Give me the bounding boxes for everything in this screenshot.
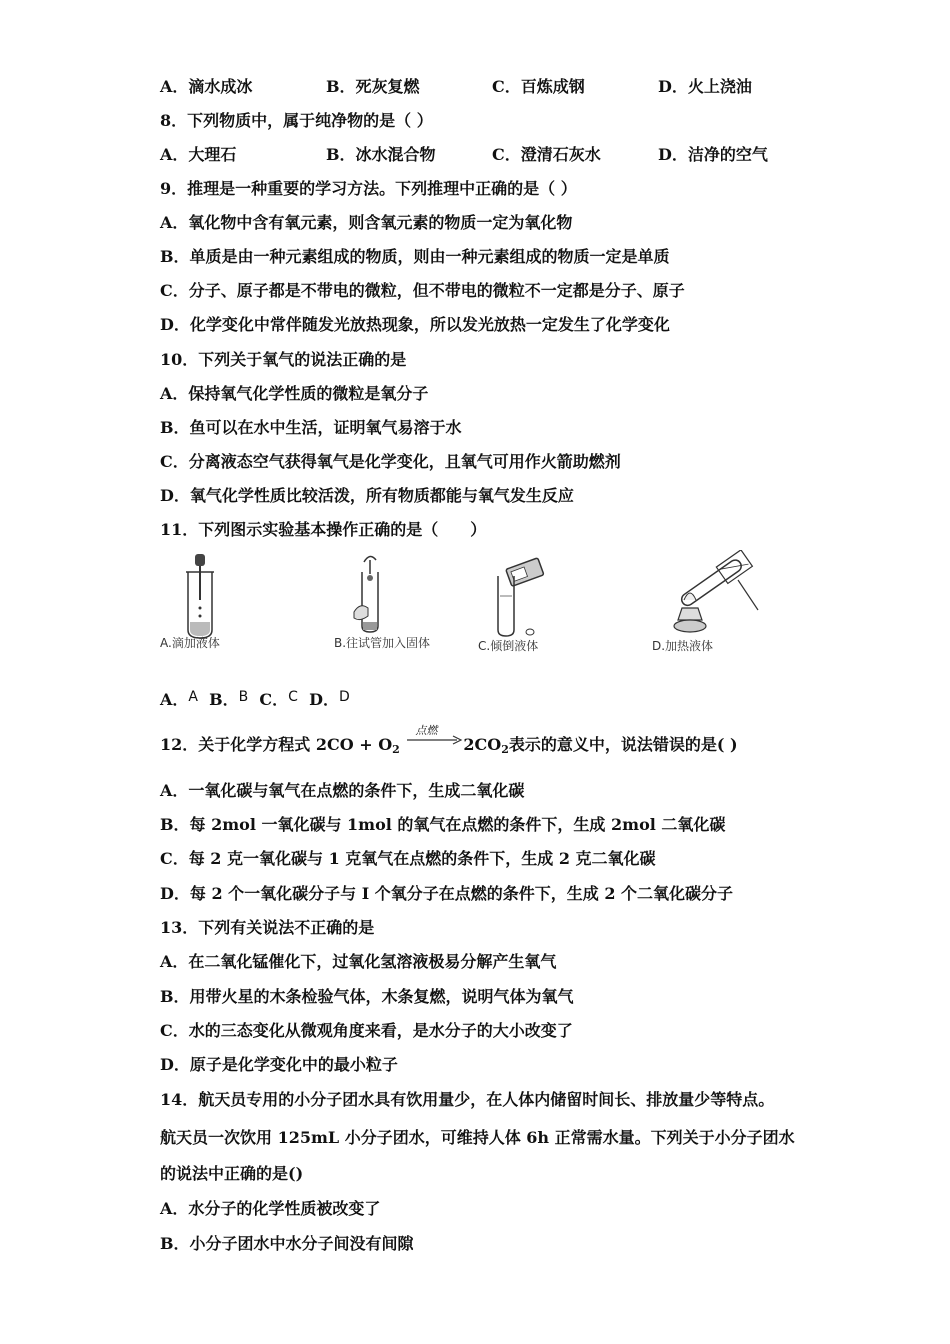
- q14-stem-line2: 航天员一次饮用 125mL 小分子团水，可维持人体 6h 正常需水量。下列关于小分子团水: [160, 1128, 795, 1147]
- q12-option-a: A．一氧化碳与氧气在点燃的条件下，生成二氧化碳: [160, 781, 525, 800]
- q9-option-c: C．分子、原子都是不带电的微粒，但不带电的微粒不一定都是分子、原子: [160, 281, 685, 300]
- caption-b: B.往试管加入固体: [334, 636, 431, 650]
- q12-option-b: B．每 2mol 一氧化碳与 1mol 的氧气在点燃的条件下，生成 2mol 二氧化碳: [160, 815, 726, 834]
- q13-stem: 13．下列有关说法不正确的是: [160, 918, 375, 937]
- q11-answer-c-label: C．: [259, 690, 289, 709]
- q8-option-d: D．洁净的空气: [658, 145, 768, 164]
- q11-answer-d-letter: D: [338, 689, 350, 705]
- q12-condition: 点燃: [415, 724, 438, 737]
- q11-answer-d-label: D．: [309, 690, 339, 709]
- q10-option-b: B．鱼可以在水中生活，证明氧气易溶于水: [160, 418, 462, 437]
- q9-stem: 9．推理是一种重要的学习方法。下列推理中正确的是（ ）: [160, 179, 577, 198]
- figure-heating-liquid: [668, 550, 768, 640]
- q10-option-a: A．保持氧气化学性质的微粒是氧分子: [160, 384, 429, 403]
- q7-option-d: D．火上浇油: [658, 77, 752, 96]
- q11-answer-a-label: A．: [160, 690, 189, 709]
- q11-answer-c-letter: C: [288, 689, 298, 705]
- q10-option-d: D．氧气化学性质比较活泼，所有物质都能与氧气发生反应: [160, 486, 574, 505]
- q14-stem-line3: 的说法中正确的是(): [160, 1164, 304, 1183]
- q9-option-a: A．氧化物中含有氧元素，则含氧元素的物质一定为氧化物: [160, 213, 573, 232]
- q14-option-a: A．水分子的化学性质被改变了: [160, 1199, 381, 1218]
- q12-option-c: C．每 2 克一氧化碳与 1 克氧气在点燃的条件下，生成 2 克二氧化碳: [160, 849, 656, 868]
- q7-option-b: B．死灰复燃: [326, 77, 420, 96]
- q8-option-a: A．大理石: [160, 145, 237, 164]
- q12-reaction-arrow: [405, 724, 463, 755]
- figure-adding-solid: [350, 552, 400, 636]
- q12-product: 2CO: [463, 735, 502, 754]
- figure-dropping-liquid: [178, 552, 228, 642]
- caption-d: D.加热液体: [652, 639, 714, 653]
- q12-stem-prefix: 12．关于化学方程式 2CO + O: [160, 735, 393, 754]
- q12-option-d: D．每 2 个一氧化碳分子与 I 个氧分子在点燃的条件下，生成 2 个二氧化碳分子: [160, 884, 734, 903]
- q8-option-c: C．澄清石灰水: [492, 145, 601, 164]
- q7-option-a: A．滴水成冰: [160, 77, 253, 96]
- q13-option-c: C．水的三态变化从微观角度来看，是水分子的大小改变了: [160, 1021, 573, 1040]
- q9-option-d: D．化学变化中常伴随发光放热现象，所以发光放热一定发生了化学变化: [160, 315, 670, 334]
- arrow-icon: [405, 735, 463, 745]
- q14-option-b: B．小分子团水中水分子间没有间隙: [160, 1234, 414, 1253]
- q13-option-b: B．用带火星的木条检验气体，木条复燃，说明气体为氧气: [160, 987, 574, 1006]
- q13-option-d: D．原子是化学变化中的最小粒子: [160, 1055, 398, 1074]
- q14-stem-line1: 14．航天员专用的小分子团水具有饮用量少，在人体内储留时间长、排放量少等特点。: [160, 1090, 775, 1109]
- caption-c: C.倾倒液体: [478, 639, 539, 653]
- q9-option-b: B．单质是由一种元素组成的物质，则由一种元素组成的物质一定是单质: [160, 247, 670, 266]
- q11-answer-b-letter: B: [238, 689, 249, 705]
- q12-stem-suffix: 表示的意义中，说法错误的是( ): [508, 735, 738, 754]
- q11-answer-a-letter: A: [188, 689, 198, 705]
- q12-o2-subscript: 2: [392, 743, 400, 756]
- q7-option-c: C．百炼成钢: [492, 77, 585, 96]
- q11-stem: 11．下列图示实验基本操作正确的是（ ）: [160, 520, 487, 539]
- q11-answers: [160, 687, 350, 710]
- q11-answer-b-label: B．: [209, 690, 239, 709]
- caption-a: A.滴加液体: [160, 636, 220, 650]
- q8-stem: 8．下列物质中，属于纯净物的是（ ）: [160, 111, 433, 130]
- figure-pouring-liquid: [488, 556, 558, 640]
- q12-co2-subscript: 2: [501, 743, 509, 756]
- q10-stem: 10．下列关于氧气的说法正确的是: [160, 350, 407, 369]
- q13-option-a: A．在二氧化锰催化下，过氧化氢溶液极易分解产生氧气: [160, 952, 557, 971]
- q10-option-c: C．分离液态空气获得氧气是化学变化，且氧气可用作火箭助燃剂: [160, 452, 621, 471]
- q12-stem: [160, 724, 738, 760]
- q8-option-b: B．冰水混合物: [326, 145, 436, 164]
